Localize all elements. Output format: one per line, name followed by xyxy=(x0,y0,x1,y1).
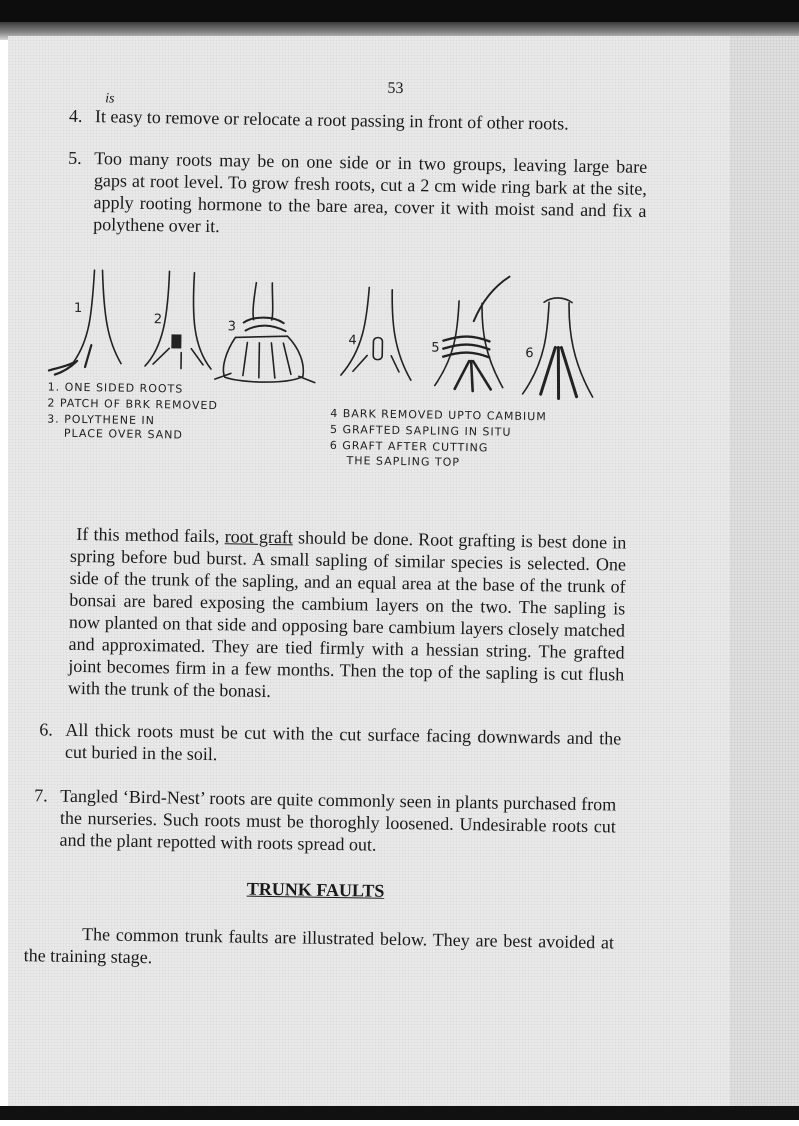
sketch-number: 1 xyxy=(73,300,84,316)
root-graft-term: root graft xyxy=(224,526,294,548)
root-graft-paragraph xyxy=(68,523,627,708)
sketch-caption: 1. ONE SIDED ROOTS xyxy=(47,380,184,396)
sketch-caption: 5 GRAFTED SAPLING IN SITU xyxy=(329,422,512,439)
paragraph-text: should be done. Root grafting is best done in spring before bud burst. A small sapling of similar species is selected. One side of the trunk of the sapling, and an equal area at the base of the trunk of bonsai are bared exposing the cambium layers on the two. The sapling is now planted on that side and opposing bare cambium layers closely matched and approximated. They are tied firmly with a hessian string. The grafted joint becomes firm in a few months. Then the top of the sapling is cut flush with the trunk of the bonasi. xyxy=(67,527,627,701)
item-number: 4. xyxy=(68,105,83,126)
sketch-caption: 3. POLYTHENE IN xyxy=(47,412,156,428)
item-number: 7. xyxy=(34,785,48,806)
sketch-number: 5 xyxy=(431,340,441,356)
item-number: 5. xyxy=(68,147,82,168)
item-text: It easy to remove or relocate a root passing in front of other roots. xyxy=(94,106,569,134)
paragraph-text: If this method fails, xyxy=(76,523,220,547)
sketch-number: 4 xyxy=(348,333,358,349)
item-number: 6. xyxy=(39,719,53,740)
sketch-caption: 6 GRAFT AFTER CUTTING xyxy=(329,438,489,455)
page-number: 53 xyxy=(387,79,404,97)
section-heading: TRUNK FAULTS xyxy=(246,878,385,901)
sketch-number: 6 xyxy=(525,345,535,362)
sketch-caption: 2 PATCH OF BRK REMOVED xyxy=(47,396,219,413)
item-text: All thick roots must be cut with the cut surface facing downwards and the cut buried in the soil. xyxy=(64,719,622,765)
sketch-number: 2 xyxy=(153,312,164,328)
sketch-caption: PLACE OVER SAND xyxy=(63,426,184,442)
handwritten-insertion: is xyxy=(105,91,115,107)
sketch-number: 3 xyxy=(227,319,238,335)
item-text: Too many roots may be on one side or in two groups, leaving large bare gaps at root level. To grow fresh roots, cut a 2 cm wide ring bark at the site, apply rooting hormone to the bare area, cover it with moist sand and fix a polythene over it. xyxy=(93,148,648,237)
closing-paragraph: The common trunk faults are illustrated below. They are best avoided at the training stage. xyxy=(23,924,615,968)
sketch-caption: THE SAPLING TOP xyxy=(346,454,461,469)
item-text: Tangled ‘Bird-Nest’ roots are quite commonly seen in plants purchased from the nurseries. Such roots must be thoroghly loosened. Undesirable roots cut and the plant repotted with roots spread out. xyxy=(59,785,617,855)
sketch-caption: 4 BARK REMOVED UPTO CAMBIUM xyxy=(330,406,547,424)
